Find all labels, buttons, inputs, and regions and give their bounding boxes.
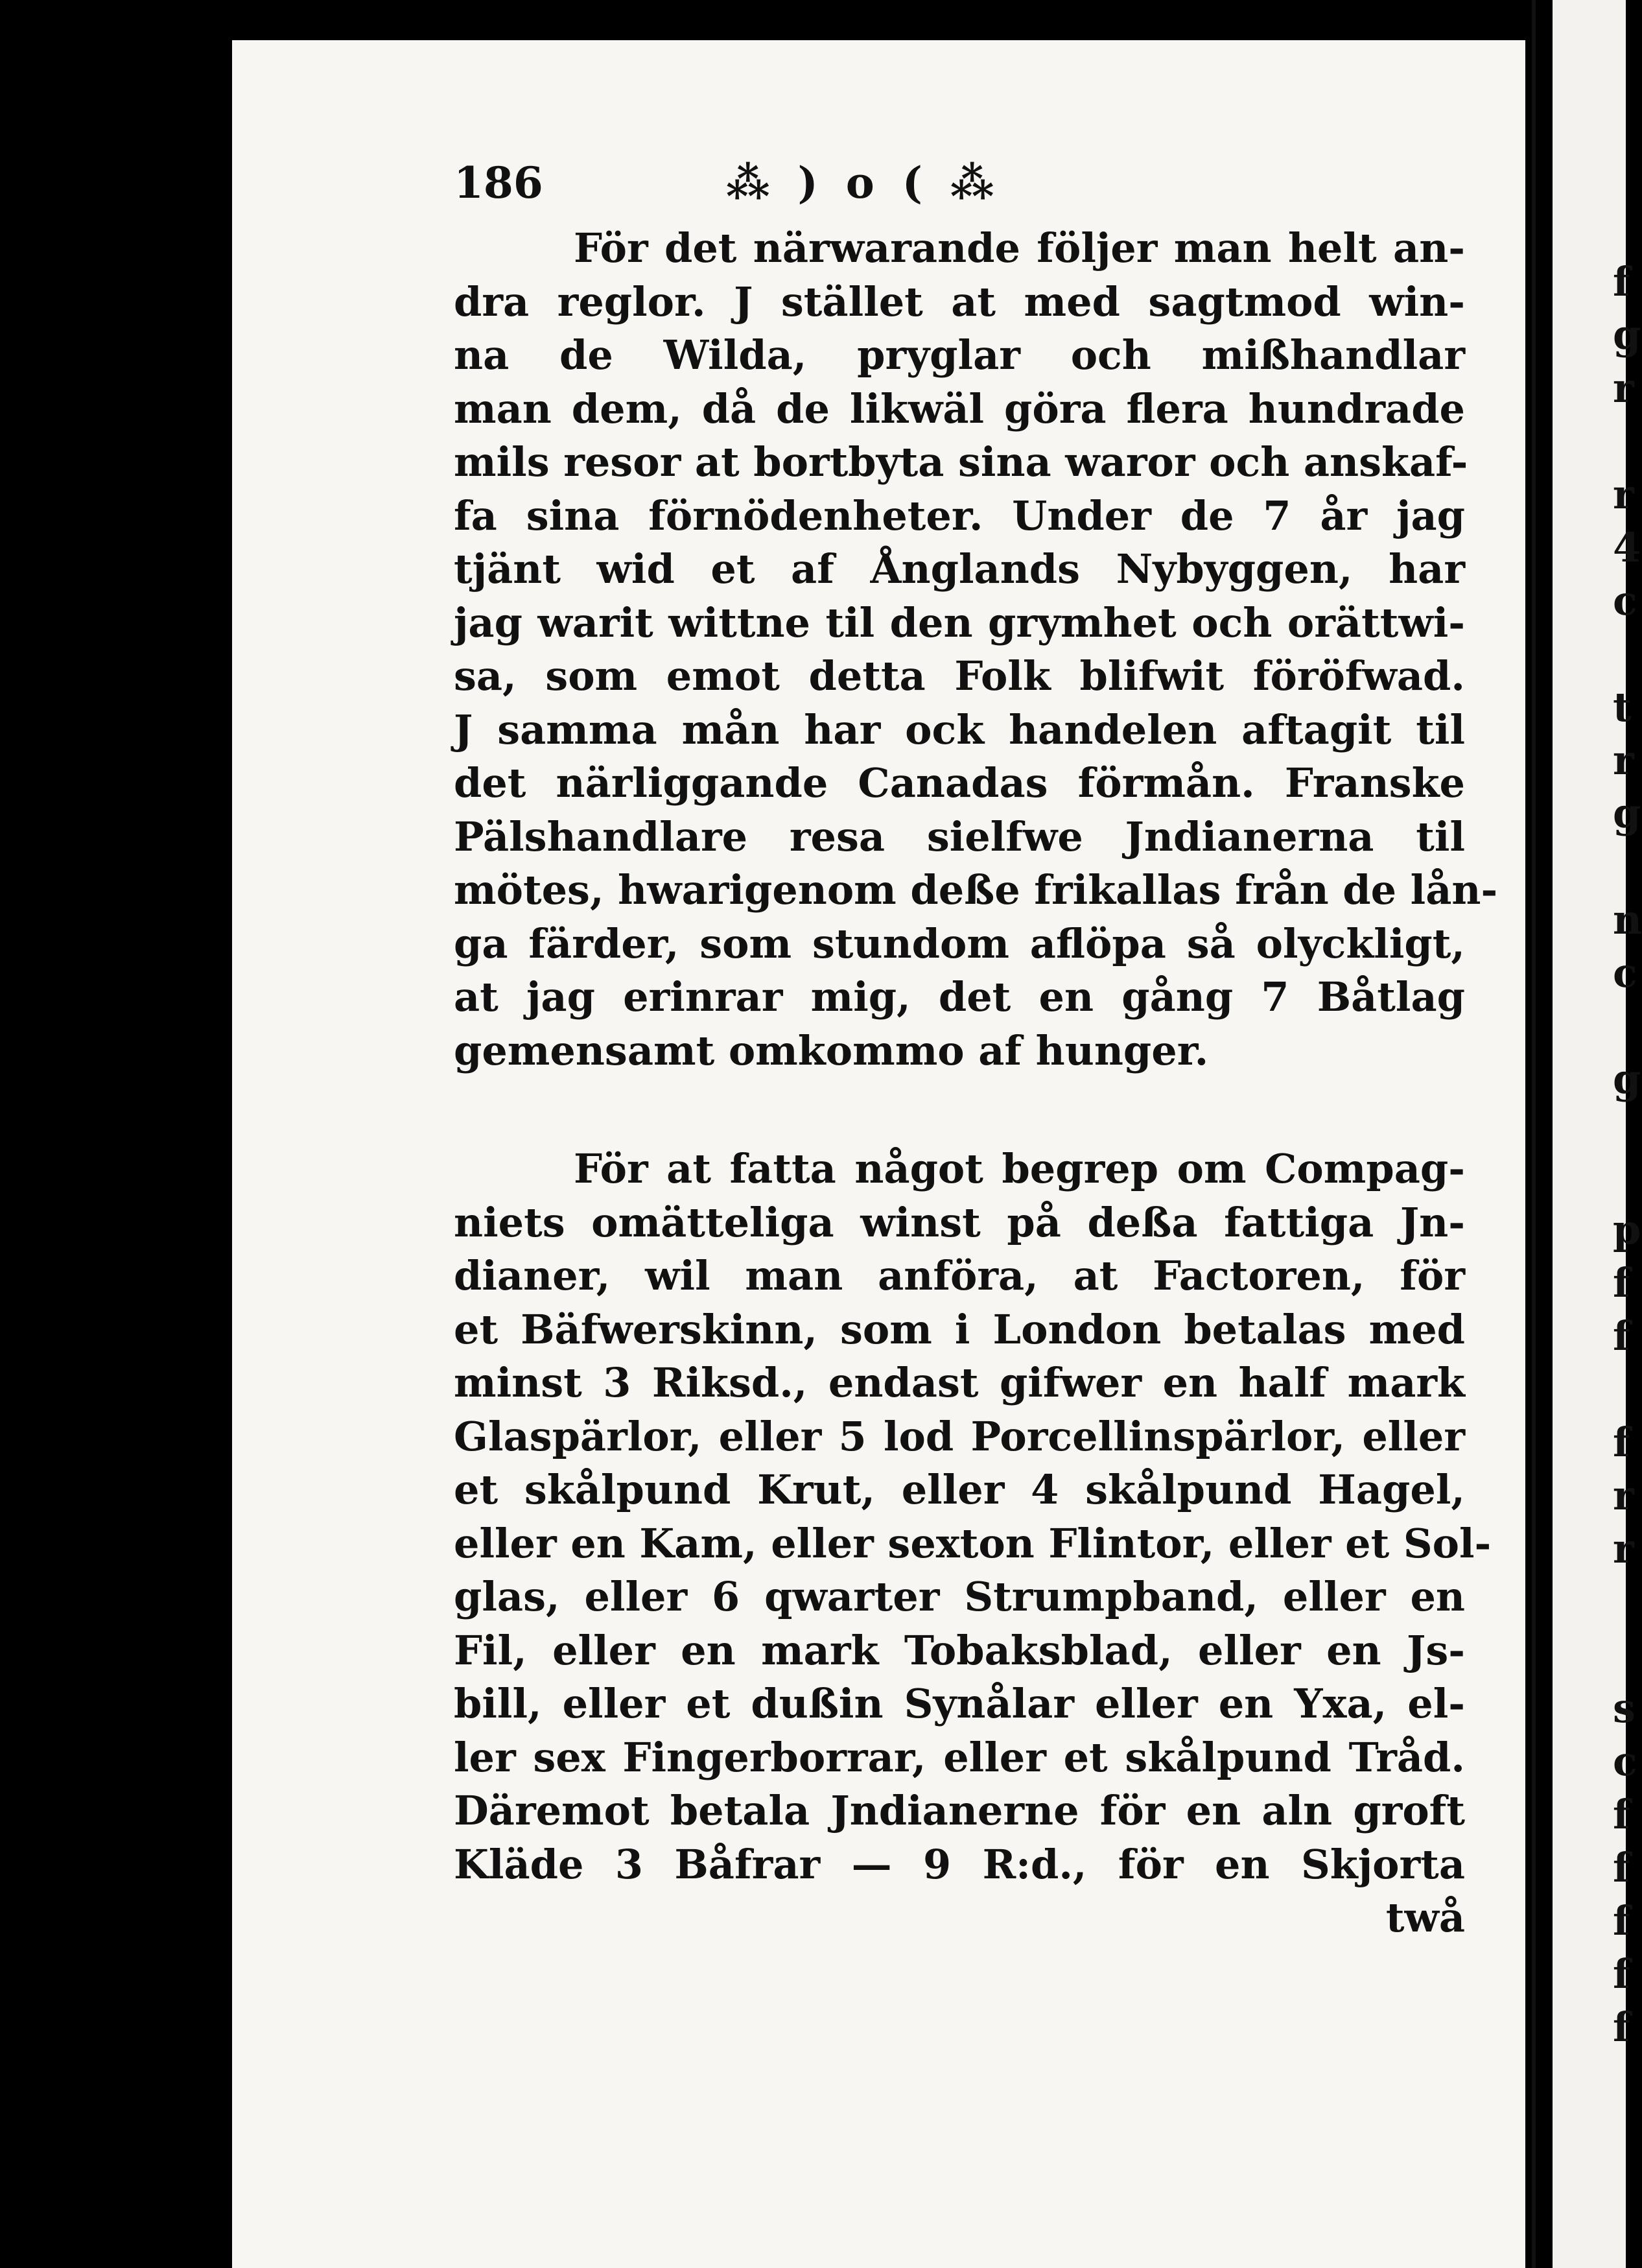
text-line: Glaspärlor, eller 5 lod Porcellinspärlor, eller [454, 1412, 1465, 1460]
text-line: minst 3 Riksd., endast gifwer en half mark [454, 1359, 1465, 1406]
page-number: 186 [454, 158, 543, 208]
text-line: Pälshandlare resa sielfwe Jndianerna til [454, 812, 1465, 860]
facing-page-letter: g [1613, 1056, 1641, 1103]
facing-page-letter: t [1613, 683, 1632, 731]
facing-page-letter: f [1613, 1897, 1630, 1944]
text-line: mötes, hwarigenom deße frikallas från de lån- [454, 866, 1498, 914]
text-line: tjänt wid et af Ånglands Nybyggen, har [454, 545, 1465, 593]
text-line: glas, eller 6 qwarter Strumpband, eller en [454, 1573, 1465, 1620]
text-line: sa, som emot detta Folk blifwit föröfwad. [454, 652, 1465, 700]
text-line: ler sex Fingerborrar, eller et skålpund Tråd. [454, 1733, 1465, 1781]
text-line: Kläde 3 Båfrar — 9 R:d., för en Skjorta [454, 1840, 1465, 1888]
facing-page-letter: f [1613, 2003, 1630, 2051]
text-line: dra reglor. J stället at med sagtmod win- [454, 278, 1465, 325]
facing-page-letter: g [1613, 790, 1641, 837]
facing-page-letter: f [1613, 1791, 1630, 1838]
facing-page-letter: 4 [1613, 524, 1641, 571]
facing-page-letter: p [1613, 1206, 1641, 1253]
text-line: bill, eller et dußin Synålar eller en Yxa, el- [454, 1680, 1465, 1727]
text-line: man dem, då de likwäl göra flera hundrade [454, 384, 1465, 432]
text-line: För at fatta något begrep om Compag- [574, 1145, 1465, 1192]
paragraph-gap [454, 1078, 1465, 1142]
text-line: Däremot betala Jndianerne för en aln groft [454, 1787, 1465, 1834]
facing-page-letter: f [1613, 1312, 1630, 1360]
facing-page-letter: r [1613, 1472, 1634, 1519]
facing-page-letter: r [1613, 471, 1634, 518]
facing-page-letter: f [1613, 1419, 1630, 1466]
facing-page-letter: f [1613, 1950, 1630, 1998]
text-line: mils resor at bortbyta sina waror och anskaf- [454, 438, 1468, 486]
facing-page-letter: c [1613, 949, 1637, 997]
text-line: J samma mån har ock handelen aftagit til [454, 705, 1465, 753]
text-line: det närliggande Canadas förmån. Franske [454, 759, 1465, 807]
text-line: na de Wilda, pryglar och mißhandlar [454, 331, 1465, 379]
text-line: fa sina förnödenheter. Under de 7 år jag [454, 491, 1465, 539]
text-line: et skålpund Krut, eller 4 skålpund Hagel, [454, 1466, 1465, 1513]
facing-page-letter: f [1613, 1259, 1630, 1306]
facing-page-letter: n [1613, 896, 1642, 943]
text-line: För det närwarande följer man helt an- [574, 224, 1465, 272]
running-header [454, 144, 1465, 222]
catchword: twå [1385, 1894, 1465, 1941]
text-line: ga färder, som stundom aflöpa så olyckligt, [454, 919, 1465, 967]
facing-page-letter: c [1613, 577, 1637, 624]
text-line: Fil, eller en mark Tobaksblad, eller en Js- [454, 1626, 1465, 1674]
text-line: et Bäfwerskinn, som i London betalas med [454, 1305, 1465, 1353]
text-line: niets omätteliga winst på deßa fattiga Jn- [454, 1198, 1465, 1246]
paragraph-1 [454, 222, 1498, 1078]
facing-page-letter: g [1613, 311, 1641, 359]
paragraph-2 [454, 1142, 1492, 1891]
facing-page-letter: s [1613, 1684, 1636, 1732]
text-line: jag warit wittne til den grymhet och orättwi- [454, 598, 1465, 646]
text-line: dianer, wil man anföra, at Factoren, för [454, 1252, 1465, 1299]
facing-page-letter: r [1613, 364, 1634, 412]
text-line: eller en Kam, eller sexton Flintor, eller et Sol- [454, 1519, 1492, 1567]
text-line: gemensamt omkommo af hunger. [454, 1026, 1209, 1074]
page-gutter [1532, 0, 1536, 2268]
facing-page-letter: f [1613, 258, 1630, 305]
facing-page-letter: r [1613, 737, 1634, 784]
facing-page-letter: f [1613, 1844, 1630, 1891]
page-text [454, 144, 1498, 1945]
facing-page-letter: c [1613, 1738, 1637, 1785]
facing-page-letter: r [1613, 1525, 1634, 1572]
text-line: at jag erinrar mig, det en gång 7 Båtlag [454, 973, 1465, 1021]
header-ornament: ⁂ ) o ( ⁂ [726, 158, 1001, 208]
